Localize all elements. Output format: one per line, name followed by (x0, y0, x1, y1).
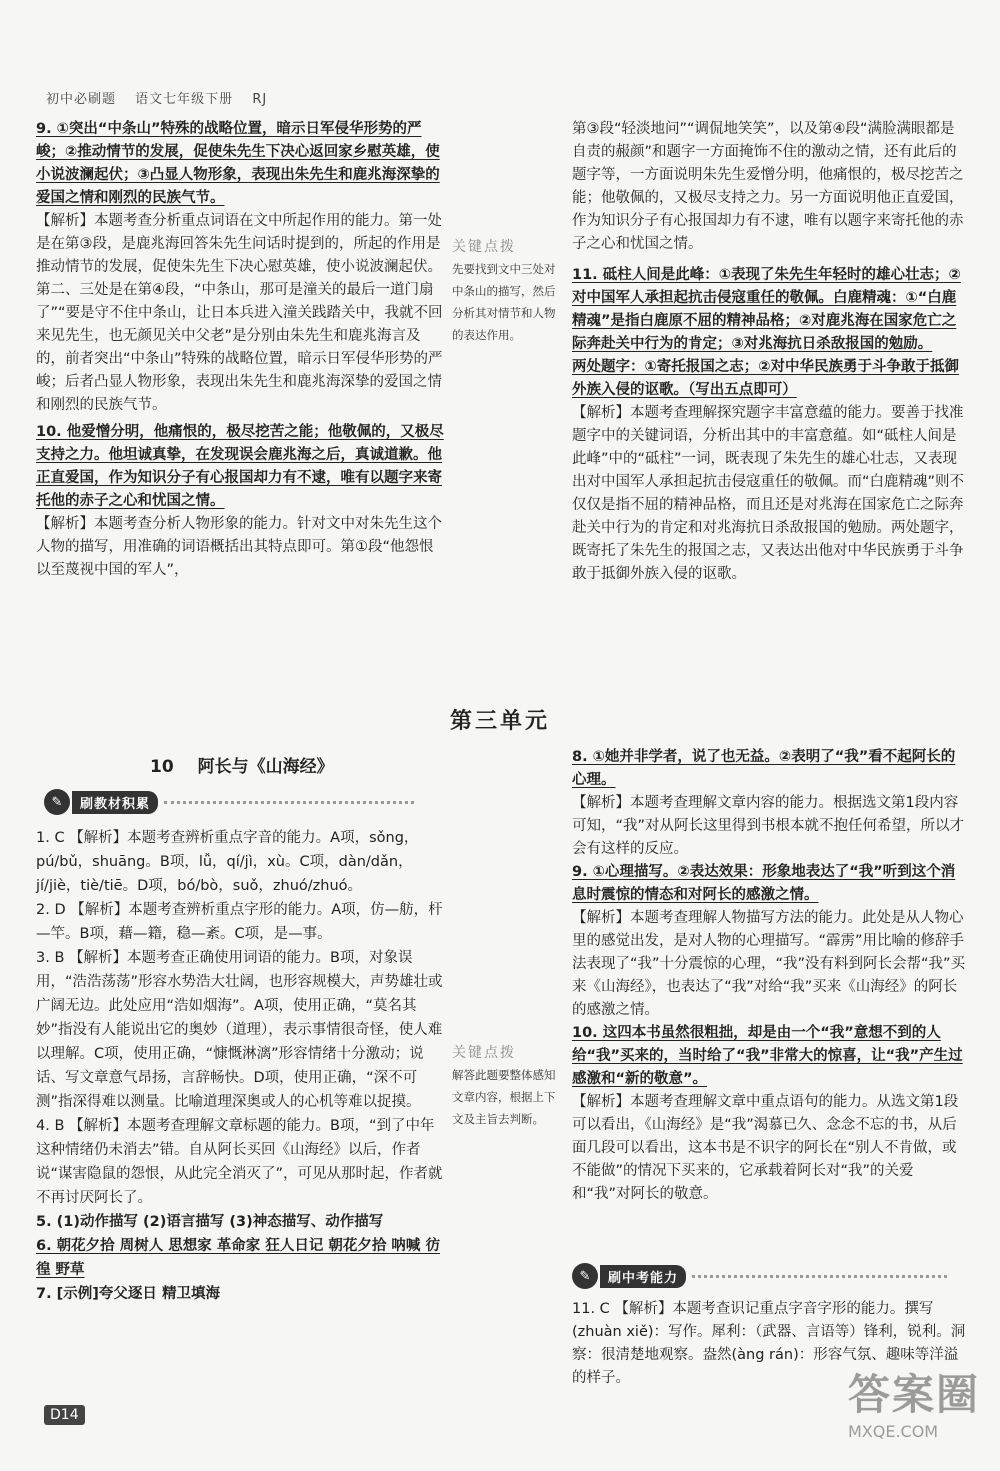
answer-9: 9. ①突出“中条山”特殊的战略位置，暗示日军侵华形势的严峻；②推动情节的发展，促使朱先生下决心返回家乡慰英雄，使小说波澜起伏；③凸显人物形象，表现出朱先生和鹿兆海深挚的爱国之情和刚烈的民族气节。 (36, 121, 440, 206)
analysis-10: 【解析】本题考查分析人物形象的能力。针对文中对朱先生这个人物的描写，用准确的词语概括出其特点即可。第①段“他怨恨以至蔑视中国的军人”， (36, 516, 442, 578)
answer-10: 10. 他爱憎分明，他痛恨的，极尽挖苦之能；他敬佩的，又极尽支持之力。他坦诚真挚，在发现误会鹿兆海之后，真诚道歉。他正直爱国，作为知识分子有心报国却力有不逮，唯有以题字来寄托他的赤子之心和忧国之情。 (36, 424, 444, 509)
brush-icon: ✎ (44, 789, 70, 815)
lesson-number: 10 (150, 757, 174, 777)
page-number: D14 (44, 1405, 85, 1425)
side-note-text: 解答此题要整体感知文章内容，根据上下文及主旨去判断。 (452, 1068, 556, 1126)
left-column-top (36, 118, 444, 582)
answer-11b: 11. C 【解析】本题考查识记重点字音字形的能力。撰写(zhuàn xiě)：写作。犀利：（武器、言语等）锋利，锐利。洞察：很清楚地观察。盎然(àng rán)：形容气氛、趣味等洋溢的样子。 (572, 1301, 966, 1386)
answer-11: 11. 砥柱人间是此峰：①表现了朱先生年轻时的雄心壮志；②对中国军人承担起抗击侵寇重任的敬佩。白鹿精魂：①“白鹿精魂”是指白鹿原不屈的精神品格；②对鹿兆海在国家危亡之际奔赴关中行为的肯定；③对兆海抗日杀敌报国的勉励。 (572, 267, 961, 352)
watermark-logo-text: 答案圈 (847, 1370, 980, 1419)
lesson-name: 阿长与《山海经》 (197, 757, 334, 777)
answer-2: 2. D 【解析】本题考查辨析重点字形的能力。A项，仿—舫，杆—竿。B项，藉—籍，稳—紊。C项，是—事。 (36, 902, 443, 942)
dotted-rule (164, 801, 414, 804)
side-note-text: 先要找到文中三处对中条山的描写，然后分析其对情节和人物的表达作用。 (452, 262, 556, 342)
answer-4: 4. B 【解析】本题考查理解文章标题的能力。B项，“到了中年这种情绪仍未消去”错。自从阿长买回《山海经》以后，作者说“谋害隐鼠的怨恨，从此完全消灭了”，可见从那时起，作者就不再讨厌阿长了。 (36, 1118, 443, 1206)
answer-5: 5. (1)动作描写 (2)语言描写 (3)神态描写、动作描写 (36, 1214, 384, 1230)
side-note-title: 关键点拨 (452, 239, 516, 255)
watermark-site: MXQE.COM (847, 1422, 939, 1441)
analysis-9b: 【解析】本题考查理解人物描写方法的能力。此处是从人物心里的感觉出发，是对人物的心理描写。“霹雳”用比喻的修辞手法表现了“我”十分震惊的心理，“我”没有料到阿长会帮“我”买来《山海经》，也表达了“我”对给“我”买来《山海经》的阿长的感激之情。 (572, 910, 966, 1018)
side-note-1 (452, 236, 564, 346)
answer-11-b: 两处题字：①寄托报国之志；②对中华民族勇于斗争敢于抵御外族入侵的讴歌。（写出五点即可） (572, 359, 960, 398)
analysis-10-cont: 第③段“轻淡地问”“调侃地笑笑”，以及第④段“满脸满眼都是自责的赧颜”和题字一方面掩饰不住的激动之情，还有此后的题字等，一方面说明朱先生爱憎分明，他痛恨的，极尽挖苦之能；他敬佩的，又极尽支持之力。另一方面说明他正直爱国，作为知识分子有心报国却力有不逮，唯有以题字来寄托他的赤子之心和忧国之情。 (572, 121, 964, 252)
analysis-11: 【解析】本题考查理解探究题字丰富意蕴的能力。要善于找准题字中的关键词语，分析出其中的丰富意蕴。如“砥柱人间是此峰”中的“砥柱”一词，既表现了朱先生的雄心壮志，又表现出对中国军人承担起抗击侵寇重任的敬佩。而“白鹿精魂”则不仅仅是指不屈的精神品格，而且还是对兆海在国家危亡之际奔赴关中行为的肯定和对兆海抗日杀敌报国的勉励。两处题字，既寄托了朱先生的报国之志，又表达出他对中华民族勇于斗争敢于抵御外族入侵的讴歌。 (572, 405, 965, 582)
analysis-8: 【解析】本题考查理解文章内容的能力。根据选文第1段内容可知，“我”对从阿长这里得到书根本就不抱任何希望，所以才会有这样的反应。 (572, 795, 965, 857)
dotted-rule (692, 1275, 947, 1278)
watermark-logo (848, 1362, 980, 1441)
answer-3: 3. B 【解析】本题考查正确使用词语的能力。B项，对象误用，“浩浩荡荡”形容水势浩大壮阔，也形容规模大，声势雄壮或广阔无边。此处应用“浩如烟海”。A项，使用正确，“莫名其妙”指没有人能说出它的奥妙（道理），表示事情很奇怪，使人难以理解。C项，使用正确，“慷慨淋漓”形容情绪十分激动；说话、写文章意气昂扬，言辞畅快。D项，使用正确，“深不可测”指深得难以测量。比喻道理深奥或人的心机等难以捉摸。 (36, 950, 443, 1110)
section-tag-label: 刷教材积累 (72, 791, 158, 814)
answer-1: 1. C 【解析】本题考查辨析重点字音的能力。A项，sǒng，pú/bǔ，shuāng。B项，lǚ，qí/jì，xù。C项，dàn/dǎn，jí/jiè，tiè/tiē。D项，bó/bò，suǒ，zhuó/zhuó。 (36, 830, 419, 894)
analysis-9: 【解析】本题考查分析重点词语在文中所起作用的能力。第一处是在第③段，是鹿兆海回答朱先生问话时提到的，所起的作用是推动情节的发展，促使朱先生下决心慰英雄，使小说波澜起伏。第二、三处是在第④段，“中条山，那可是潼关的最后一道门扇了”“要是守不住中条山，让日本兵进入潼关践踏关中，我就不回来见先生，也无颜见关中父老”是分别由朱先生和鹿兆海言及的，前者突出“中条山”特殊的战略位置，暗示日军侵华形势的严峻；后者凸显人物形象，表现出朱先生和鹿兆海深挚的爱国之情和刚烈的民族气节。 (36, 213, 443, 413)
answer-6: 6. 朝花夕拾 周树人 思想家 革命家 狂人日记 朝花夕拾 呐喊 彷徨 野草 (36, 1238, 440, 1278)
left-column-bottom (36, 826, 444, 1306)
lesson-title (150, 752, 352, 777)
side-note-title: 关键点拨 (452, 1045, 516, 1061)
header-subject: 语文七年级下册 (135, 92, 234, 107)
right-column-top (572, 118, 968, 586)
analysis-10b: 【解析】本题考查理解文章中重点语句的能力。从选文第1段可以看出，《山海经》是“我”渴慕已久、念念不忘的书，从后面几段可以看出，这本书是不识字的阿长在“别人不肯做，或不能做”的情况下买来的，它承载着阿长对“我”的关爱和“我”对阿长的敬意。 (572, 1094, 959, 1202)
answer-9b: 9. ①心理描写。②表达效果：形象地表达了“我”听到这个消息时震惊的情态和对阿长的感激之情。 (572, 864, 956, 903)
brush-icon: ✎ (572, 1263, 598, 1289)
header-book: 初中必刷题 (46, 92, 117, 107)
unit-title: 第三单元 (449, 709, 550, 734)
answer-8: 8. ①她并非学者，说了也无益。②表明了“我”看不起阿长的心理。 (572, 749, 956, 788)
right-column-bottom (572, 746, 968, 1206)
answer-10b: 10. 这四本书虽然很粗拙，却是由一个“我”意想不到的人给“我”买来的，当时给了“我”非常大的惊喜，让“我”产生过感激和“新的敬意”。 (572, 1025, 963, 1087)
side-note-2 (452, 1042, 564, 1130)
answer-7: 7. [示例]夸父逐日 精卫填海 (36, 1286, 220, 1302)
running-header (46, 88, 281, 107)
section-tag-1 (44, 790, 414, 814)
section-tag-2 (572, 1264, 947, 1288)
section-tag-label: 刷中考能力 (600, 1265, 686, 1288)
header-edition: RJ (252, 92, 268, 107)
